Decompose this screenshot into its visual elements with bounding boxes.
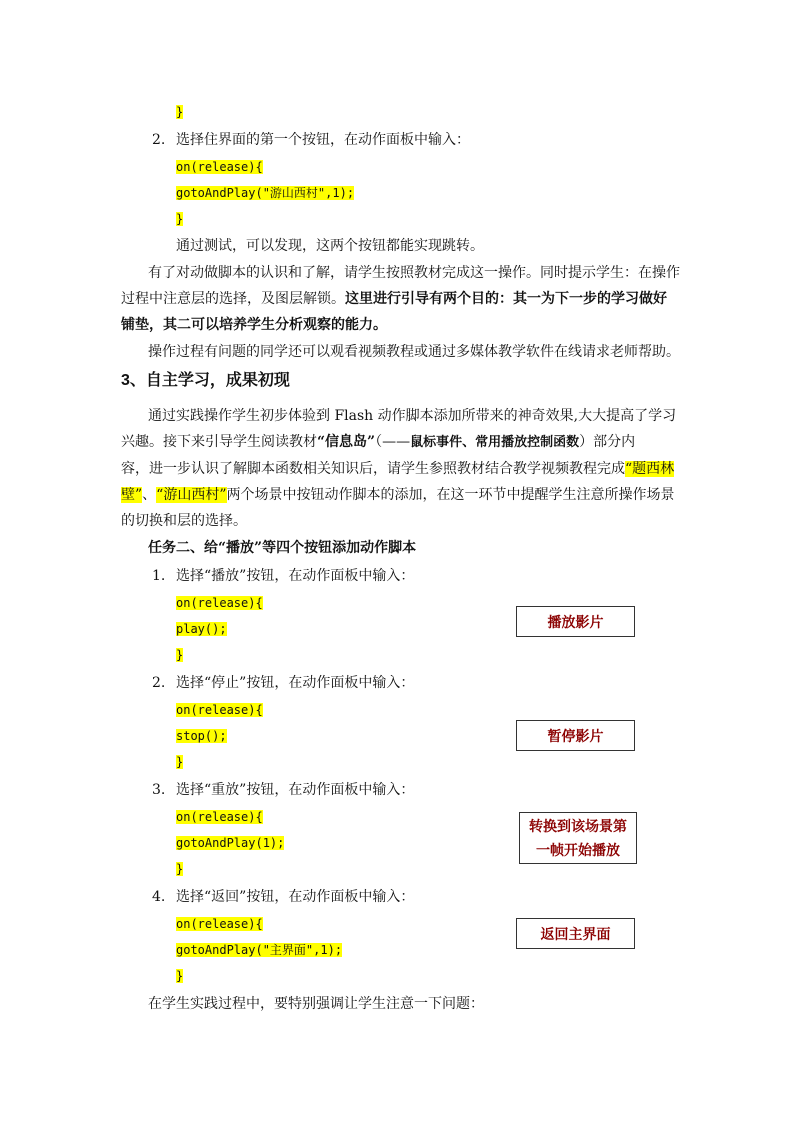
list-item-text: 选择“播放”按钮，在动作面板中输入：	[176, 568, 415, 584]
note-box: 转换到该场景第一帧开始播放	[519, 812, 637, 864]
code-line: on(release){	[176, 810, 263, 824]
code-line: gotoAndPlay("游山西村",1);	[176, 186, 355, 200]
paragraph: 通过实践操作学生初步体验到 Flash 动作脚本添加所带来的神奇效果,大大提高了学习	[148, 408, 677, 424]
list-item-text: 选择“重放”按钮，在动作面板中输入：	[176, 782, 415, 798]
paragraph: 容，进一步认识了解脚本函数相关知识后，请学生参照教材结合教学视频教程完成“题西林	[121, 461, 675, 477]
code-line: on(release){	[176, 596, 263, 610]
note-box: 播放影片	[516, 606, 635, 637]
paragraph: 兴趣。接下来引导学生阅读教材“信息岛”（——鼠标事件、常用播放控制函数）部分内	[121, 434, 636, 450]
code-line: on(release){	[176, 160, 263, 174]
task-title: 任务二、给“播放”等四个按钮添加动作脚本	[148, 540, 417, 556]
section-heading: 3、自主学习，成果初现	[121, 372, 290, 389]
list-number: 2.	[152, 675, 166, 691]
list-number: 1.	[152, 568, 166, 584]
code-close-brace: }	[176, 862, 184, 876]
paragraph: 在学生实践过程中，要特别强调让学生注意一下问题：	[148, 996, 484, 1012]
code-line: gotoAndPlay(1);	[176, 836, 285, 850]
code-line: stop();	[176, 729, 227, 743]
list-number: 2.	[152, 132, 166, 148]
note-box: 暂停影片	[516, 720, 635, 751]
paragraph: 过程中注意层的选择，及图层解锁。这里进行引导有两个目的：其一为下一步的学习做好	[121, 291, 667, 307]
code-close-brace: }	[176, 212, 184, 226]
paragraph: 有了对动做脚本的认识和了解，请学生按照教材完成这一操作。同时提示学生：在操作	[148, 265, 680, 281]
list-item-text: 选择住界面的第一个按钮，在动作面板中输入：	[176, 132, 470, 148]
list-item-text: 选择“停止”按钮，在动作面板中输入：	[176, 675, 415, 691]
paragraph: 铺垫，其二可以培养学生分析观察的能力。	[121, 317, 387, 333]
list-number: 4.	[152, 889, 166, 905]
paragraph: 壁”、“游山西村”两个场景中按钮动作脚本的添加，在这一环节中提醒学生注意所操作场景	[121, 487, 675, 503]
code-close-brace: }	[176, 755, 184, 769]
code-line: on(release){	[176, 703, 263, 717]
code-line: gotoAndPlay("主界面",1);	[176, 943, 343, 957]
list-item-text: 选择“返回”按钮，在动作面板中输入：	[176, 889, 415, 905]
paragraph: 的切换和层的选择。	[121, 513, 247, 529]
list-number: 3.	[152, 782, 166, 798]
paragraph: 通过测试，可以发现，这两个按钮都能实现跳转。	[176, 238, 484, 254]
code-close-brace: }	[176, 105, 184, 119]
code-close-brace: }	[176, 969, 184, 983]
note-box: 返回主界面	[516, 918, 635, 949]
paragraph: 操作过程有问题的同学还可以观看视频教程或通过多媒体教学软件在线请求老师帮助。	[148, 344, 680, 360]
code-line: play();	[176, 622, 227, 636]
code-close-brace: }	[176, 648, 184, 662]
code-line: on(release){	[176, 917, 263, 931]
